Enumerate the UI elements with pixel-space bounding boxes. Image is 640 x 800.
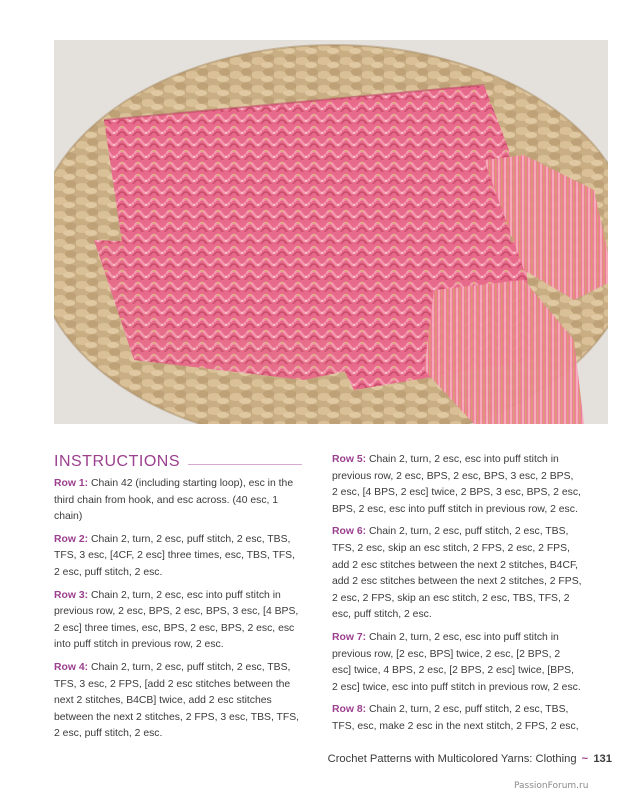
- instruction-row-2: [54, 532, 302, 582]
- row-label: Row 4:: [54, 661, 89, 673]
- instruction-row-8: [332, 702, 582, 735]
- footer-separator: ~: [581, 753, 589, 765]
- instruction-row-4: [54, 660, 302, 743]
- row-text: Chain 2, turn, 2 esc, puff stitch, 2 esc, TBS, TFS, 3 esc, [4CF, 2 esc] three times, esc, TBS, TFS, 2 esc, puff stitch, 2 esc.: [54, 533, 295, 578]
- row-text: Chain 2, turn, 2 esc, puff stitch, 2 esc, TBS, TFS, 2 esc, skip an esc stitch, 2 FPS, 2 esc, 2 FPS, add 2 esc stitches between the next 2 stitches, B4CF, add 2 esc stitches between the next 2 stitches, 2 FPS, 2 esc, 2 FPS, skip an esc stitch, 2 esc, TBS, TFS, 2 esc, puff stitch, 2 esc.: [332, 526, 582, 621]
- row-text: Chain 2, turn, 2 esc, esc into puff stitch in previous row, [2 esc, BPS] twice, 2 esc, [2 BPS, 2 esc] twice, 4 BPS, 2 esc, [2 BPS, 2 esc] twice, [BPS, 2 esc] twice, esc into puff stitch in previous row, 2 esc.: [332, 631, 581, 693]
- row-text: Chain 42 (including starting loop), esc in the third chain from hook, and esc across. (40 esc, 1 chain): [54, 478, 294, 523]
- scarf-illustration: [54, 40, 608, 424]
- instruction-row-6: [332, 524, 582, 624]
- row-text: Chain 2, turn, 2 esc, puff stitch, 2 esc, TBS, TFS, esc, make 2 esc in the next stitch, 2 FPS, 2 esc,: [332, 704, 579, 732]
- instruction-row-1: [54, 476, 302, 526]
- row-label: Row 7:: [332, 631, 367, 643]
- page-number: 131: [593, 753, 612, 765]
- instruction-row-7: [332, 630, 582, 696]
- row-text: Chain 2, turn, 2 esc, esc into puff stitch in previous row, 2 esc, BPS, 2 esc, BPS, 3 esc, 2 BPS, 2 esc, [4 BPS, 2 esc] twice, 2 BPS, 3 esc, BPS, 2 esc, BPS, 2 esc, esc into puff stitch in previous row, 2 esc.: [332, 454, 581, 515]
- row-text: Chain 2, turn, 2 esc, puff stitch, 2 esc, TBS, TFS, 3 esc, 2 FPS, [add 2 esc stitches between the next 2 stitches, B4CB] twice, add 2 esc stitches between the next 2 stitches, 2 FPS, 3 esc, TBS, TFS, 2 esc, puff stitch, 2 esc.: [54, 661, 300, 740]
- row-label: Row 3:: [54, 589, 89, 601]
- instructions-title: INSTRUCTIONS: [54, 453, 180, 470]
- watermark: PassionForum.ru: [514, 781, 589, 791]
- row-label: Row 2:: [54, 533, 89, 545]
- instruction-row-3: [54, 588, 302, 654]
- instructions-column-right: [332, 452, 582, 742]
- row-text: Chain 2, turn, 2 esc, esc into puff stitch in previous row, 2 esc, BPS, 2 esc, BPS, 3 esc, [4 BPS, 2 esc] three times, esc, BPS, 2 esc, BPS, 2 esc, esc into puff stitch in previous row, 2 esc.: [54, 589, 299, 651]
- row-label: Row 6:: [332, 526, 367, 538]
- heading-rule: [188, 464, 302, 465]
- page-footer: [300, 753, 612, 765]
- row-label: Row 5:: [332, 454, 367, 465]
- instructions-heading: [54, 452, 302, 472]
- footer-book-title: Crochet Patterns with Multicolored Yarns: Clothing: [327, 753, 577, 765]
- row-label: Row 8:: [332, 704, 367, 716]
- row-label: Row 1:: [54, 478, 89, 489]
- instructions-column-left: [54, 452, 302, 749]
- scarf-photo: [54, 40, 608, 424]
- instruction-row-5: [332, 452, 582, 518]
